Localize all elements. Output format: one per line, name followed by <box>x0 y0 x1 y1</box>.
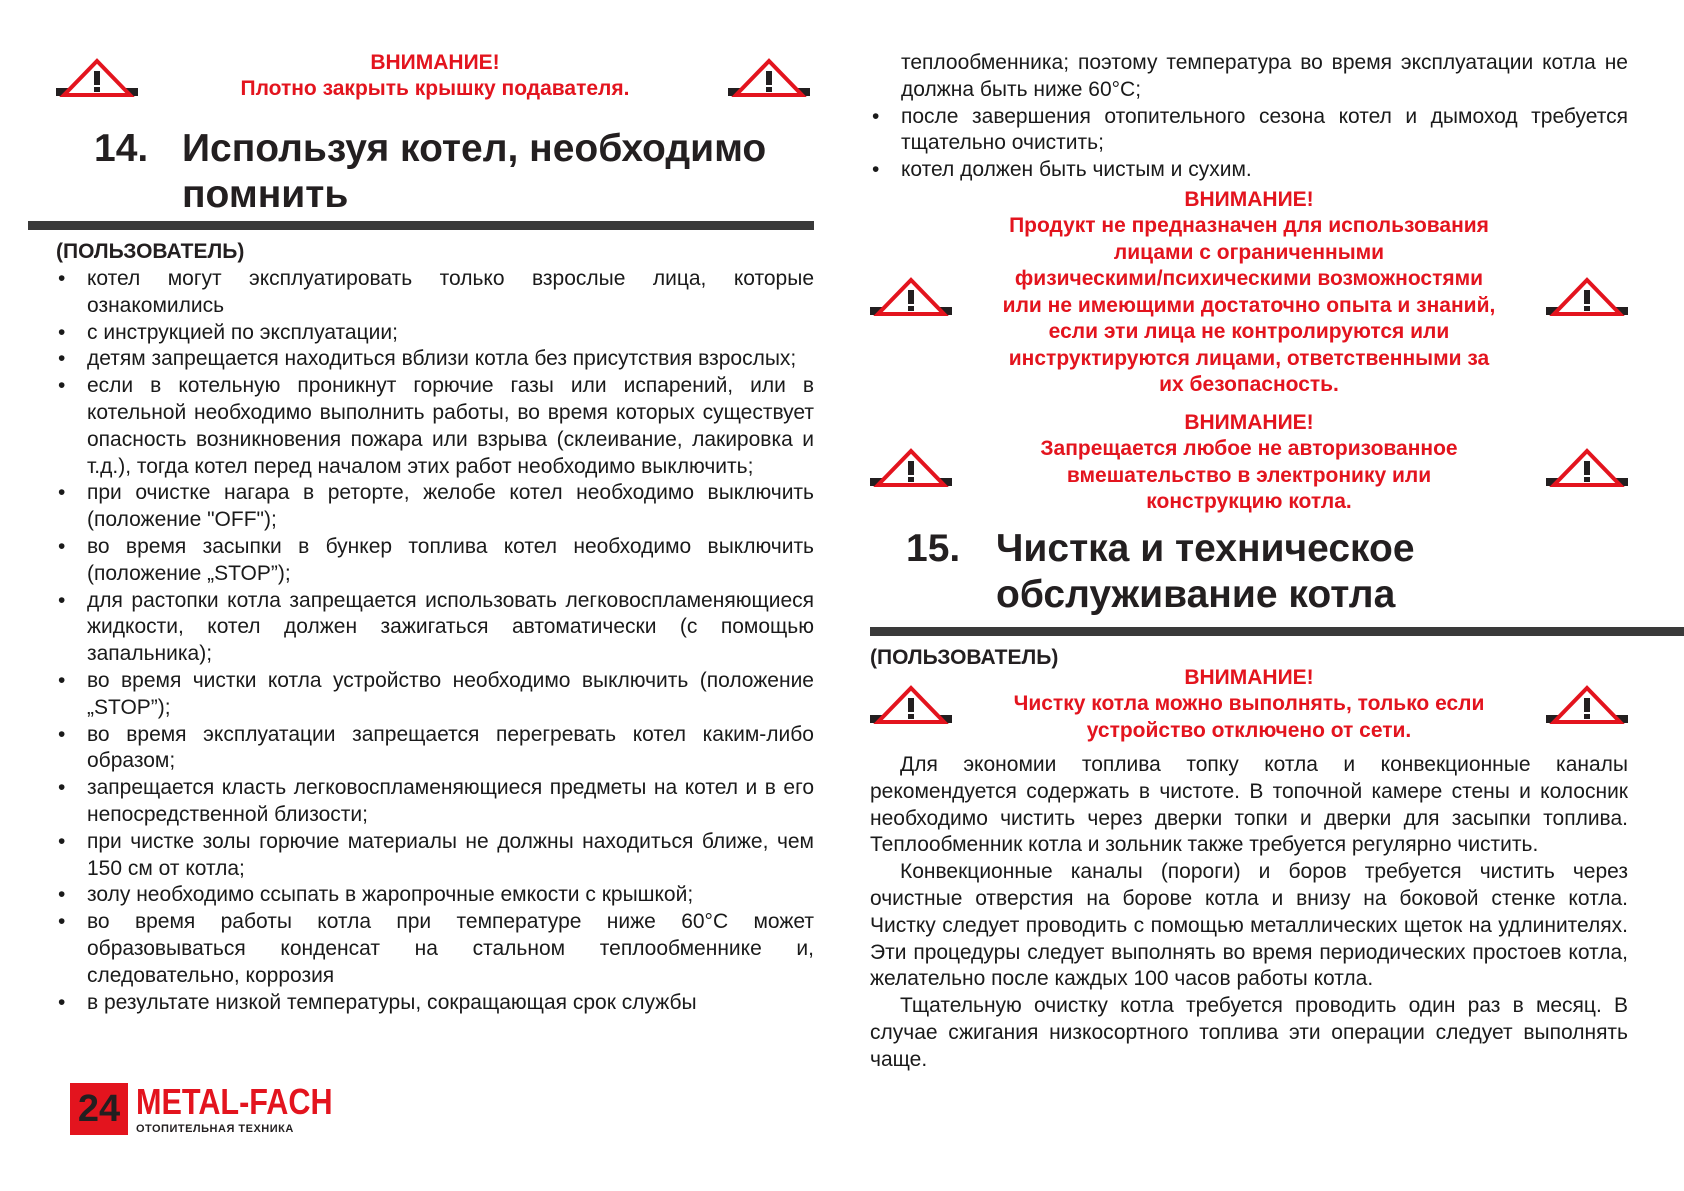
warning-title: ВНИМАНИЕ! <box>1184 411 1314 434</box>
list-item: • во время эксплуатации запрещается перегревать котел каким-либо образом; <box>56 722 814 776</box>
paragraph: Тщательную очистку котла требуется проводить один раз в месяц. В случае сжигания низкосортного топлива эти операции следует выполнять чаще. <box>870 994 1628 1071</box>
warning-line: их безопасность. <box>1159 373 1339 396</box>
warning-line: устройство отключено от сети. <box>1086 718 1412 742</box>
section-title-line1: Используя котел, необходимо <box>182 127 767 170</box>
warning-top <box>56 50 814 103</box>
section-15-heading <box>906 526 1626 618</box>
instructions-list <box>56 266 814 1016</box>
warning-triangle-icon <box>1546 448 1628 490</box>
section-subtitle: (ПОЛЬЗОВАТЕЛЬ) <box>56 240 245 263</box>
warning-text: Плотно закрыть крышку подавателя. <box>240 77 630 100</box>
warning-triangle-icon <box>870 685 952 727</box>
warning-lines <box>870 213 1628 399</box>
list-item: • при очистке нагара в реторте, желобе котел необходимо выключить (положение "OFF"); <box>56 480 814 534</box>
section-number: 14. <box>94 127 149 170</box>
list-item: • после завершения отопительного сезона котел и дымоход требуется тщательно очистить; <box>870 104 1628 158</box>
warning-line: конструкцию котла. <box>1146 490 1352 513</box>
footer-logo <box>70 1083 370 1135</box>
warning-triangle-icon <box>56 58 138 100</box>
paragraph: Для экономии топлива топку котла и конвекционные каналы рекомендуется содержать в чистоте. В топочной камере стены и колосник необходимо чистить через дверки топки и дверки для засыпки топлива. Теплообменник котла и зольник также требуется регулярно чистить. <box>870 753 1628 857</box>
warning-line: Запрещается любое не авторизованное <box>1040 437 1458 460</box>
cleaning-text <box>870 752 1628 1074</box>
warning-title: ВНИМАНИЕ! <box>1184 188 1314 211</box>
warning-line: или не имеющими достаточно опыта и знаний, <box>1002 293 1496 317</box>
section-number: 15. <box>906 527 961 570</box>
list-item: • детям запрещается находиться вблизи котла без присутствия взрослых; <box>56 346 814 373</box>
warning-line: физическими/психическими возможностями <box>1014 267 1484 290</box>
instructions-list-cont <box>870 104 1628 184</box>
list-item: • во время засыпки в бункер топлива котел необходимо выключить (положение „STOP”); <box>56 534 814 588</box>
section-divider <box>870 627 1684 636</box>
list-item: • для растопки котла запрещается использовать легковоспламеняющиеся жидкости, котел должен зажигаться автоматически (с помощью запальника); <box>56 588 814 668</box>
warning-triangle-icon <box>1546 685 1628 727</box>
warning-title: ВНИМАНИЕ! <box>370 51 500 74</box>
list-item: • во время работы котла при температуре ниже 60°С может образовываться конденсат на стальном теплообменнике и, следовательно, коррозия <box>56 909 814 989</box>
list-item: • если в котельную проникнут горючие газы или испарений, или в котельной необходимо выполнить работы, во время которых существует опасность возникновения пожара или взрыва (склеивание, лакировка и т.д.), тогда котел перед началом этих работ необходимо выключить; <box>56 373 814 480</box>
warning-line: лицами с ограниченными <box>1113 240 1385 264</box>
warning-line: инструктируются лицами, ответственными за <box>1008 346 1490 370</box>
warning-line: Чистку котла можно выполнять, только если <box>1013 692 1485 715</box>
warning-lines <box>870 436 1628 516</box>
warning-triangle-icon <box>728 58 810 100</box>
warning-line: Продукт не предназначен для использования <box>1009 214 1489 237</box>
warning-line: вмешательство в электронику или <box>1066 463 1432 487</box>
continued-block <box>870 50 1628 184</box>
brand-tagline: ОТОПИТЕЛЬНАЯ ТЕХНИКА <box>136 1123 294 1135</box>
list-item: • котел могут эксплуатировать только взрослые лица, которые ознакомились <box>56 266 814 320</box>
list-item: • котел должен быть чистым и сухим. <box>870 157 1628 184</box>
paragraph: Конвекционные каналы (пороги) и боров требуется чистить через очистные отверстия на борове котла и внизу на боковой стенке котла. Чистку следует проводить с помощью металлических щеток на удлинителях. Эти процедуры следует выполнять во время периодических простоев котла, желательно после каждых 100 часов работы котла. <box>870 860 1628 991</box>
warning-triangle-icon <box>1546 277 1628 319</box>
list-item: • в результате низкой температуры, сокращающая срок службы <box>56 990 814 1017</box>
list-item: • с инструкцией по эксплуатации; <box>56 320 814 347</box>
warning-triangle-icon <box>870 448 952 490</box>
warning-lines <box>870 691 1628 744</box>
section-title-line1: Чистка и техническое <box>996 527 1415 570</box>
list-item: • во время чистки котла устройство необходимо выключить (положение „STOP”); <box>56 668 814 722</box>
section-divider <box>28 221 814 230</box>
section-subtitle: (ПОЛЬЗОВАТЕЛЬ) <box>870 646 1059 669</box>
brand-logo: METAL-FACH <box>136 1081 333 1122</box>
continued-text: теплообменника; поэтому температура во время эксплуатации котла не должна быть ниже 60°С; <box>901 51 1628 101</box>
warning-persons <box>870 187 1628 399</box>
page-number: 24 <box>70 1083 128 1135</box>
warning-line: если эти лица не контролируются или <box>1048 320 1450 343</box>
section-title-line2: помнить <box>182 173 349 216</box>
warning-cleaning <box>870 665 1628 744</box>
list-item: • запрещается класть легковоспламеняющиеся предметы на котел и в его непосредственной близости; <box>56 775 814 829</box>
warning-title: ВНИМАНИЕ! <box>1184 666 1314 689</box>
list-item: • золу необходимо ссыпать в жаропрочные емкости с крышкой; <box>56 882 814 909</box>
warning-electronics <box>870 410 1628 516</box>
list-item: • при чистке золы горючие материалы не должны находиться ближе, чем 150 см от котла; <box>56 829 814 883</box>
section-14-heading <box>94 126 814 218</box>
section-title-line2: обслуживание котла <box>996 573 1396 616</box>
warning-triangle-icon <box>870 277 952 319</box>
